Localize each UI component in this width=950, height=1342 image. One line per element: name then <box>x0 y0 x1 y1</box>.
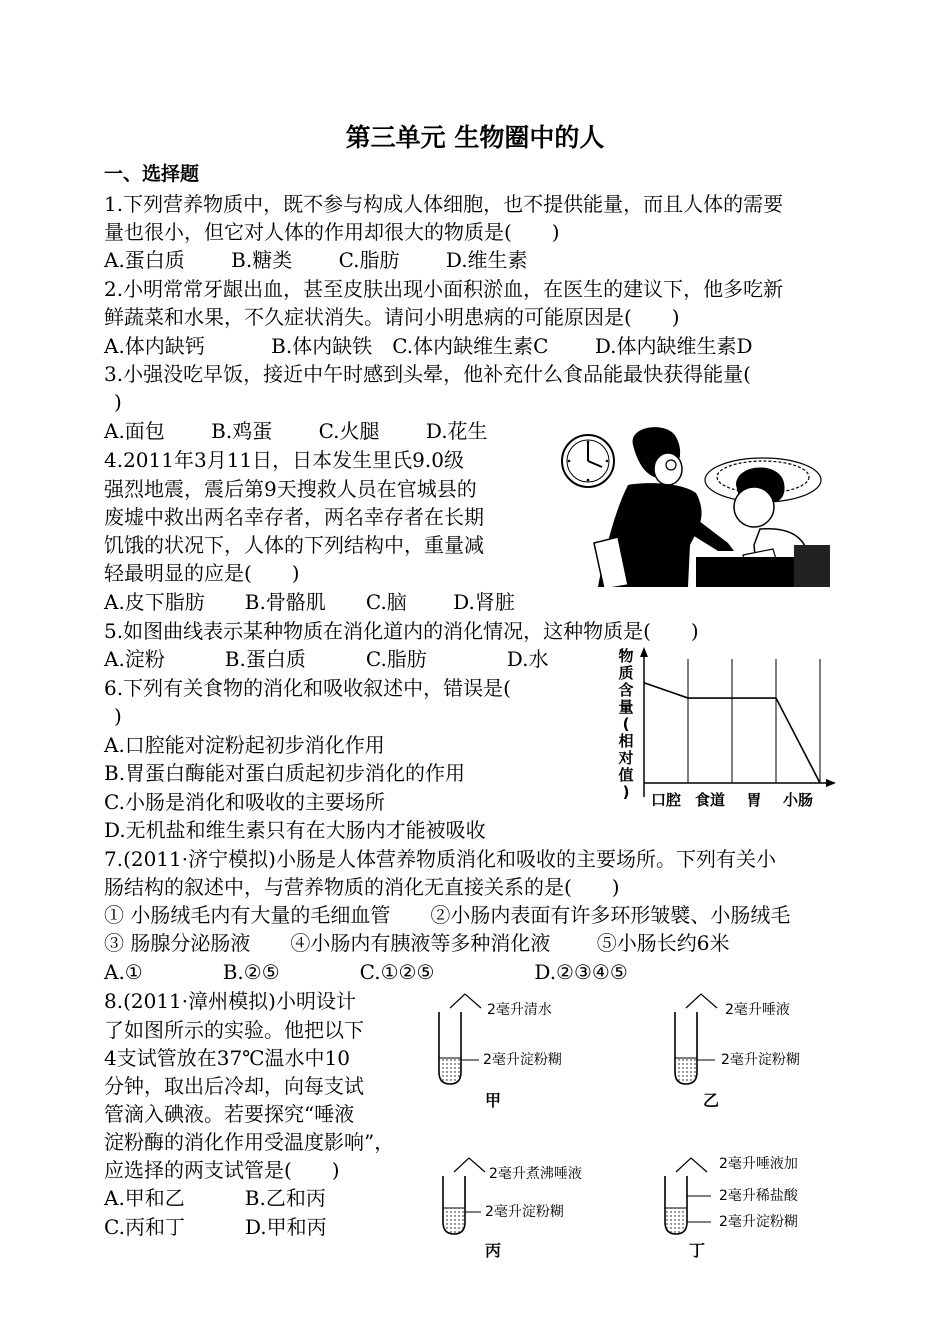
q6-option-b: B.胃蛋白酶能对蛋白质起初步消化的作用 <box>104 761 466 785</box>
test-tube-diagram <box>425 990 835 1262</box>
q8-line2: 了如图所示的实验。他把以下 <box>104 1018 364 1042</box>
q7-line2: 肠结构的叙述中，与营养物质的消化无直接关系的是( ) <box>104 875 620 899</box>
q8-line5: 管滴入碘液。若要探究“唾液 <box>104 1102 355 1126</box>
ylabel-char: 相 <box>618 732 634 750</box>
q6-line1: 6.下列有关食物的消化和吸收叙述中，错误是( <box>104 676 511 700</box>
x-tick-label: 小肠 <box>782 791 814 809</box>
q5-options: A.淀粉 B.蛋白质 C.脂肪 D.水 <box>104 647 549 671</box>
tube-yi-name: 乙 <box>703 1091 720 1110</box>
ylabel-char: 含 <box>618 681 634 699</box>
tube-ding-bottom-label: 2毫升淀粉糊 <box>719 1214 798 1230</box>
tube-yi-bottom-label: 2毫升淀粉糊 <box>721 1052 800 1068</box>
ylabel-char: 物 <box>618 647 634 665</box>
q8-options-1: A.甲和乙 B.乙和丙 <box>104 1186 326 1210</box>
q1-options: A.蛋白质 B.糖类 C.脂肪 D.维生素 <box>104 248 528 272</box>
ylabel-char: 值 <box>618 766 634 784</box>
test-tube-yi <box>675 994 800 1110</box>
x-tick-label: 胃 <box>746 791 762 809</box>
q4-line2: 强烈地震，震后第9天搜救人员在官城县的 <box>104 477 477 501</box>
q8-line3: 4支试管放在37℃温水中10 <box>104 1046 350 1070</box>
q6-option-a: A.口腔能对淀粉起初步消化作用 <box>104 733 385 757</box>
q8-line6: 淀粉酶的消化作用受温度影响”， <box>104 1130 395 1154</box>
x-tick-label: 口腔 <box>650 791 682 809</box>
page-title: 第三单元 生物圈中的人 <box>345 123 605 152</box>
tube-jia-top-label: 2毫升清水 <box>487 1002 552 1018</box>
q3-options: A.面包 B.鸡蛋 C.火腿 D.花生 <box>104 419 488 443</box>
q6-option-c: C.小肠是消化和吸收的主要场所 <box>104 790 385 814</box>
q6-line2: ) <box>114 704 122 728</box>
tube-jia-bottom-label: 2毫升淀粉糊 <box>483 1052 562 1068</box>
test-tube-jia <box>439 994 562 1110</box>
chart-ylabel <box>617 647 633 801</box>
tube-bing-bottom-label: 2毫升淀粉糊 <box>485 1204 564 1220</box>
q2-line1: 2.小明常常牙龈出血，甚至皮肤出现小面积淤血，在医生的建议下，他多吃新 <box>104 277 784 301</box>
q4-line1: 4.2011年3月11日，日本发生里氏9.0级 <box>104 448 464 472</box>
q6-option-d: D.无机盐和维生素只有在大肠内才能被吸收 <box>104 818 486 842</box>
digestion-chart <box>610 645 840 813</box>
q7-line3: ① 小肠绒毛内有大量的毛细血管 ②小肠内表面有许多环形皱襞、小肠绒毛 <box>104 903 791 927</box>
section-heading: 一、选择题 <box>104 163 200 185</box>
y-axis-arrow <box>640 647 648 657</box>
tube-ding-top-label: 2毫升唾液加 <box>719 1156 798 1172</box>
q4-line3: 废墟中救出两名幸存者，两名幸存者在长期 <box>104 505 484 529</box>
test-tube-bing <box>443 1158 582 1260</box>
q7-line4: ③ 肠腺分泌肠液 ④小肠内有胰液等多种消化液 ⑤小肠长约6米 <box>104 931 730 955</box>
clock-icon <box>562 435 614 487</box>
tube-ding-name: 丁 <box>689 1241 706 1260</box>
ylabel-char: ) <box>622 783 630 801</box>
ylabel-char: 量 <box>618 698 634 716</box>
q2-line2: 鲜蔬菜和水果，不久症状消失。请问小明患病的可能原因是( ) <box>104 305 680 329</box>
tube-ding-mid-label: 2毫升稀盐酸 <box>719 1188 798 1204</box>
q4-line5: 轻最明显的应是( ) <box>104 561 300 585</box>
q7-options: A.① B.②⑤ C.①②⑤ D.②③④⑤ <box>104 960 628 984</box>
q3-line2: ) <box>114 390 122 414</box>
q1-line2: 量也很小，但它对人体的作用却很大的物质是( ) <box>104 220 560 244</box>
test-tube-ding <box>665 1155 799 1260</box>
q1-line1: 1.下列营养物质中，既不参与构成人体细胞，也不提供能量，而且人体的需要 <box>104 192 784 216</box>
q4-line4: 饥饿的状况下，人体的下列结构中，重量减 <box>104 533 484 557</box>
q5-line1: 5.如图曲线表示某种物质在消化道内的消化情况，这种物质是( ) <box>104 619 699 643</box>
tube-yi-top-label: 2毫升唾液 <box>725 1002 790 1018</box>
ylabel-char: 对 <box>618 749 634 767</box>
tube-bing-name: 丙 <box>485 1241 502 1260</box>
illustration-dizzy-student <box>558 425 830 587</box>
q3-line1: 3.小强没吃早饭，接近中午时感到头晕，他补充什么食品能最快获得能量( <box>104 362 751 386</box>
q4-options: A.皮下脂肪 B.骨骼肌 C.脑 D.肾脏 <box>104 590 515 614</box>
x-tick-label: 食道 <box>694 791 726 809</box>
q8-line4: 分钟，取出后冷却，向每支试 <box>104 1074 364 1098</box>
tube-jia-name: 甲 <box>485 1091 502 1110</box>
q2-options: A.体内缺钙 B.体内缺铁 C.体内缺维生素C D.体内缺维生素D <box>104 334 753 358</box>
x-axis-arrow <box>826 779 836 787</box>
ylabel-char: ( <box>622 715 630 733</box>
ylabel-char: 质 <box>618 664 634 682</box>
tube-bing-top-label: 2毫升煮沸唾液 <box>489 1166 582 1182</box>
q8-line1: 8.(2011·漳州模拟)小明设计 <box>104 989 356 1013</box>
q8-options-2: C.丙和丁 D.甲和丙 <box>104 1215 327 1239</box>
q8-line7: 应选择的两支试管是( ) <box>104 1158 340 1182</box>
q7-line1: 7.(2011·济宁模拟)小肠是人体营养物质消化和吸收的主要场所。下列有关小 <box>104 847 776 871</box>
